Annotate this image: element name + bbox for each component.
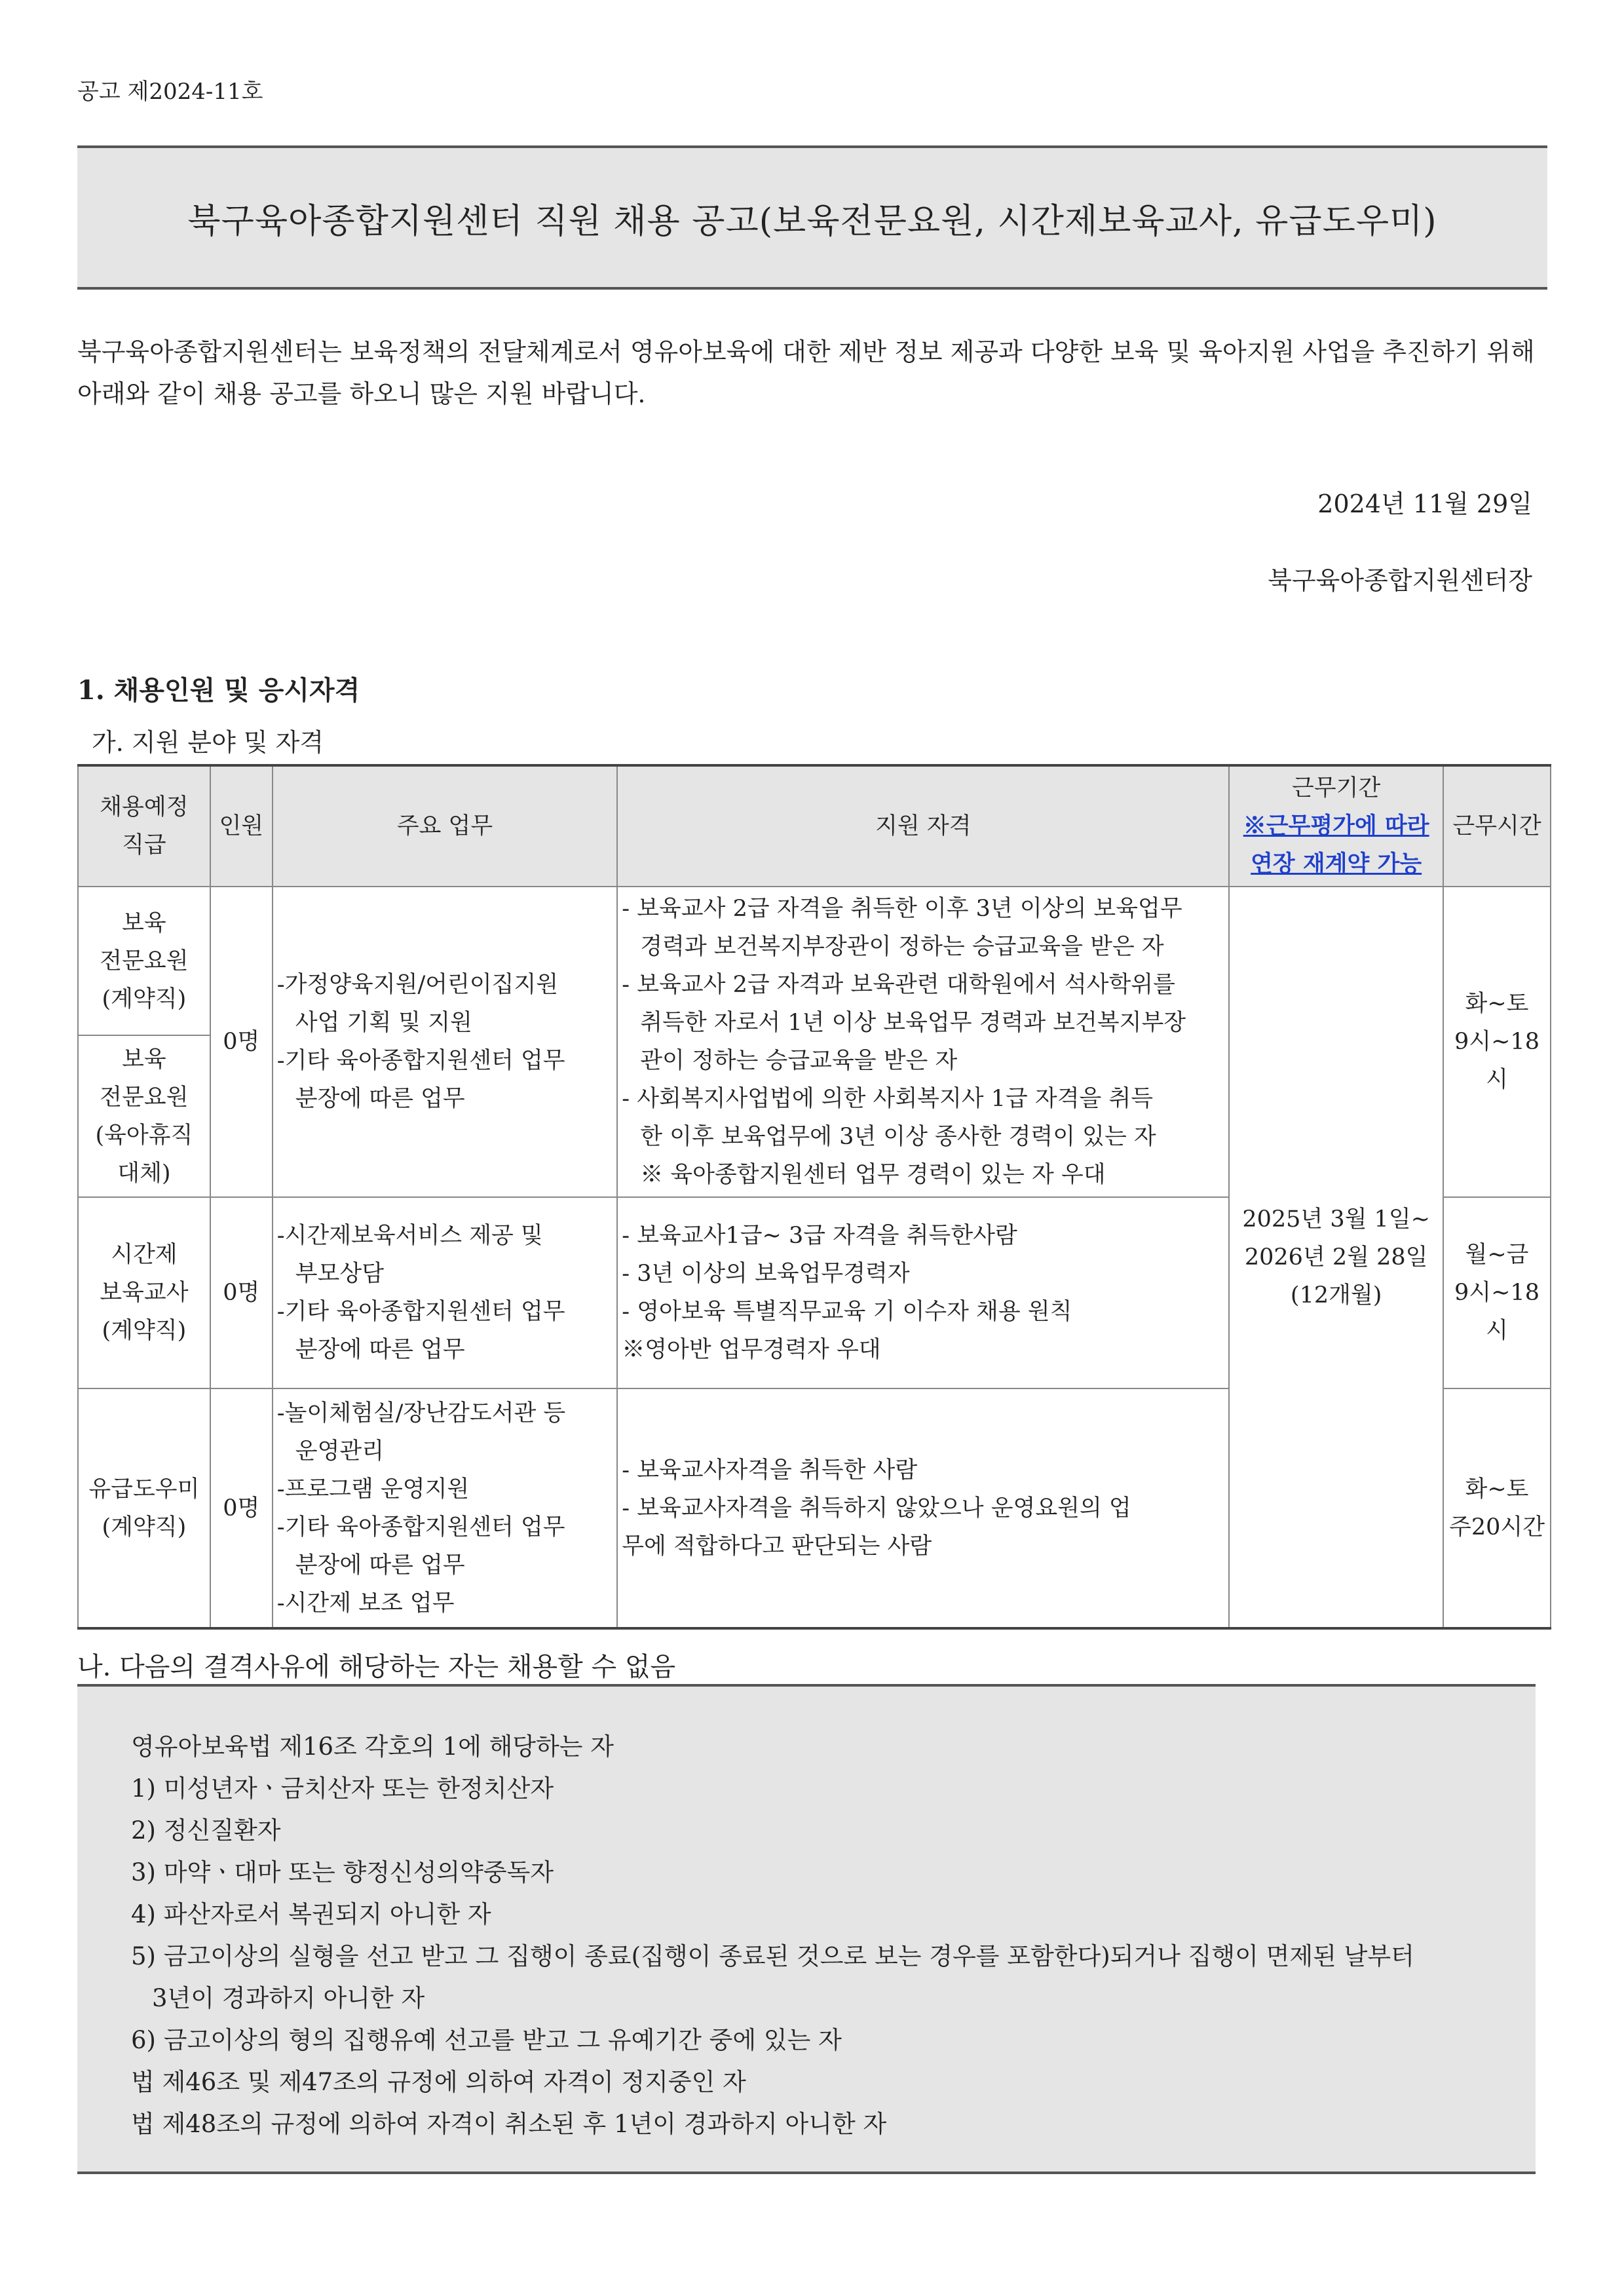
period-note-line-1: ※근무평가에 따라 xyxy=(1243,813,1429,839)
signer: 북구육아종합지원센터장 xyxy=(1268,566,1532,595)
list-item: 6) 금고이상의 형의 집행유예 선고를 받고 그 유예기간 중에 있는 자 xyxy=(131,2026,842,2054)
subsection-heading-ga: 가. 지원 분야 및 자격 xyxy=(92,728,324,757)
rank-cell: 보육 전문요원 (육아휴직 대체) xyxy=(78,1035,210,1197)
rank-cell: 유급도우미 (계약직) xyxy=(78,1388,210,1628)
header-hours: 근무시간 xyxy=(1443,765,1551,887)
duty-cell: -가정양육지원/어린이집지원 사업 기획 및 지원 -기타 육아종합지원센터 업무 분장에 따른 업무 xyxy=(273,887,617,1197)
qualification-cell: - 보육교사1급~ 3급 자격을 취득한사람 - 3년 이상의 보육업무경력자 - 영아보육 특별직무교육 기 이수자 채용 원칙 ※영아반 업무경력자 우대 xyxy=(617,1197,1229,1388)
table-header-row xyxy=(78,765,1551,887)
page-title: 북구육아종합지원센터 직원 채용 공고(보육전문요원, 시간제보육교사, 유급도우미) xyxy=(187,201,1437,241)
count-cell: 0명 xyxy=(210,887,273,1197)
rank-cell: 시간제 보육교사 (계약직) xyxy=(78,1197,210,1388)
recruitment-table xyxy=(77,764,1551,1630)
disqualification-lead: 영유아보육법 제16조 각호의 1에 해당하는 자 xyxy=(131,1732,614,1761)
header-duty: 주요 업무 xyxy=(273,765,617,887)
notice-number: 공고 제2024-11호 xyxy=(77,79,263,105)
title-banner xyxy=(77,145,1547,290)
list-item: 1) 미성년자ㆍ금치산자 또는 한정치산자 xyxy=(131,1774,554,1803)
qualification-cell: - 보육교사자격을 취득한 사람 - 보육교사자격을 취득하지 않았으나 운영요원의 업 무에 적합하다고 판단되는 사람 xyxy=(617,1388,1229,1628)
period-note-line-2: 연장 재계약 가능 xyxy=(1251,851,1422,877)
list-item-continuation: 3년이 경과하지 아니한 자 xyxy=(152,1984,425,2012)
qualification-cell: - 보육교사 2급 자격을 취득한 이후 3년 이상의 보육업무 경력과 보건복지부장관이 정하는 승급교육을 받은 자 - 보육교사 2급 자격과 보육관련 대학원에서 석사학위를 취득한 자로서 1년 이상 보육업무 경력과 보건복지부장 관이 정하는 승급교육을 받은 자 - 사회복지사업법에 의한 사회복지사 1급 자격을 취득 한 이후 보육업무에 3년 이상 종사한 경력이 있는 자 ※ 육아종합지원센터 업무 경력이 있는 자 우대 xyxy=(617,887,1229,1197)
notice-date: 2024년 11월 29일 xyxy=(1317,489,1532,518)
hours-cell: 화~토 9시~18시 xyxy=(1443,887,1551,1197)
period-cell: 2025년 3월 1일~ 2026년 2월 28일 (12개월) xyxy=(1229,887,1443,1628)
header-count: 인원 xyxy=(210,765,273,887)
list-item: 5) 금고이상의 실형을 선고 받고 그 집행이 종료(집행이 종료된 것으로 보는 경우를 포함한다)되거나 집행이 면제된 날부터 xyxy=(131,1942,1414,1970)
count-cell: 0명 xyxy=(210,1388,273,1628)
hours-cell: 월~금 9시~18시 xyxy=(1443,1197,1551,1388)
list-item: 법 제46조 및 제47조의 규정에 의하여 자격이 정지중인 자 xyxy=(131,2068,746,2096)
section-heading-1: 1. 채용인원 및 응시자격 xyxy=(77,675,360,706)
disqualification-box xyxy=(77,1684,1536,2174)
duty-cell: -시간제보육서비스 제공 및 부모상담 -기타 육아종합지원센터 업무 분장에 따른 업무 xyxy=(273,1197,617,1388)
list-item: 2) 정신질환자 xyxy=(131,1816,281,1845)
header-rank: 채용예정 직급 xyxy=(78,765,210,887)
header-qualification: 지원 자격 xyxy=(617,765,1229,887)
duty-cell: -놀이체험실/장난감도서관 등 운영관리 -프로그램 운영지원 -기타 육아종합지원센터 업무 분장에 따른 업무 -시간제 보조 업무 xyxy=(273,1388,617,1628)
list-item: 4) 파산자로서 복권되지 아니한 자 xyxy=(131,1900,491,1928)
list-item: 법 제48조의 규정에 의하여 자격이 취소된 후 1년이 경과하지 아니한 자 xyxy=(131,2110,887,2138)
rank-cell: 보육 전문요원 (계약직) xyxy=(78,887,210,1035)
intro-paragraph: 북구육아종합지원센터는 보육정책의 전달체계로서 영유아보육에 대한 제반 정보 제공과 다양한 보육 및 육아지원 사업을 추진하기 위해 아래와 같이 채용 공고를 하오니 많은 지원 바랍니다. xyxy=(77,337,1535,408)
list-item: 3) 마약ㆍ대마 또는 향정신성의약중독자 xyxy=(131,1858,554,1886)
table-row xyxy=(78,887,1551,1035)
subsection-heading-na: 나. 다음의 결격사유에 해당하는 자는 채용할 수 없음 xyxy=(77,1652,676,1682)
count-cell: 0명 xyxy=(210,1197,273,1388)
hours-cell: 화~토 주20시간 xyxy=(1443,1388,1551,1628)
header-period: 근무기간 ※근무평가에 따라 연장 재계약 가능 xyxy=(1229,765,1443,887)
